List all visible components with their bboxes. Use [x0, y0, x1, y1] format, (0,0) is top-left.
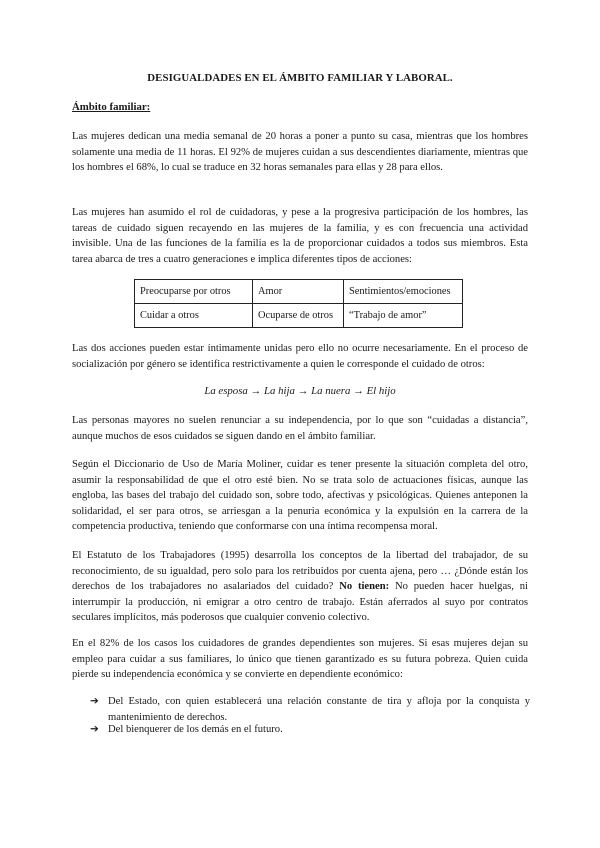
table-cell: “Trabajo de amor” [344, 304, 463, 328]
estatuto-bold-phrase: No tienen: [339, 581, 390, 593]
paragraph-elderly: Las personas mayores no suelen renunciar a su independencia, por lo que son “cuidadas a distancia”, aunque muchos de esos cuidados se siguen dando en el ámbito familiar. [72, 415, 528, 442]
table-row [135, 304, 463, 328]
caregiver-chain: La esposa → La hija → La nuera → El hijo [204, 385, 396, 397]
list-item-text: Del Estado, con quien establecerá una relación constante de tira y afloja por la conquista y mantenimiento de derechos. [108, 696, 530, 723]
table-cell: Ocuparse de otros [253, 304, 344, 328]
paragraph-socialization: Las dos acciones pueden estar íntimamente unidas pero ello no ocurre necesariamente. En el proceso de socialización por género se identifica restrictivamente a quien le corresponde el cuidado de otros: [72, 343, 528, 370]
list-item [90, 694, 530, 725]
table-row [135, 280, 463, 304]
list-item [90, 722, 530, 738]
page-title: DESIGUALDADES EN EL ÁMBITO FAMILIAR Y LABORAL. [147, 72, 453, 84]
table-cell: Preocuparse por otros [135, 280, 253, 304]
actions-table [134, 279, 463, 328]
table-cell: Cuidar a otros [135, 304, 253, 328]
section-heading: Ámbito familiar: [72, 101, 151, 113]
table-cell: Amor [253, 280, 344, 304]
paragraph-estatuto [72, 548, 528, 626]
arrow-bullet-icon: ➔ [90, 724, 99, 735]
paragraph-caregivers: Las mujeres han asumido el rol de cuidadoras, y pese a la progresiva participación de los hombres, las tareas de cuidado siguen recayendo en las mujeres de la familia, y es con frecuencia una actividad invisible. Una de las funciones de la familia es la de proporcionar cuidados a todos sus miembros. Esta tarea abarca de tres a cuatro generaciones e implica diferentes tipos de acciones: [72, 207, 528, 265]
paragraph-hours: Las mujeres dedican una media semanal de 20 horas a poner a punto su casa, mientras que los hombres solamente una media de 11 horas. El 92% de mujeres cuidan a sus descendientes diariamente, mientras que los hombres el 68%, lo cual se traduce en 32 horas semanales para ellas y 28 para ellos. [72, 131, 528, 174]
paragraph-moliner: Según el Diccionario de Uso de María Moliner, cuidar es tener presente la situación completa del otro, asumir la responsabilidad de que el otro esté bien. No se trata solo de actuaciones físicas, aunque las engloba, las bases del trabajo del cuidado son, sobre todo, afectivas y psicológicas. Quienes anteponen la solidaridad, el ser para otros, se arriesgan a la penuria económica y la expulsión en la carrera de la competencia productiva, teniendo que conformarse con una íntima recompensa moral. [72, 459, 528, 533]
estatuto-text-end: No pueden hacer huelgas, ni interrumpir la producción, ni emigrar a otro centro de trabajo. Están aferrados al suyo por contratos seculares implícitos, más poderosos que cualquier convenio colectivo. [72, 581, 528, 624]
paragraph-dependents: En el 82% de los casos los cuidadores de grandes dependientes son mujeres. Si esas mujeres dejan su empleo para cuidar a sus familiares, lo único que tienen garantizado es su futura pobreza. Quien cuida pierde su independencia económica y se convierte en dependiente económico: [72, 638, 528, 681]
table-cell: Sentimientos/emociones [344, 280, 463, 304]
estatuto-text-start: El Estatuto de los Trabajadores (1995) desarrolla los conceptos de la libertad del trabajador, de su reconocimiento, de su igualdad, pero solo para los retribuidos por cuenta ajena, pero … ¿Dónde están los derechos de los trabajadores no asalariados del cuidado? [72, 550, 528, 593]
list-item-text: Del bienquerer de los demás en el futuro. [108, 724, 283, 735]
arrow-bullet-icon: ➔ [90, 696, 99, 707]
